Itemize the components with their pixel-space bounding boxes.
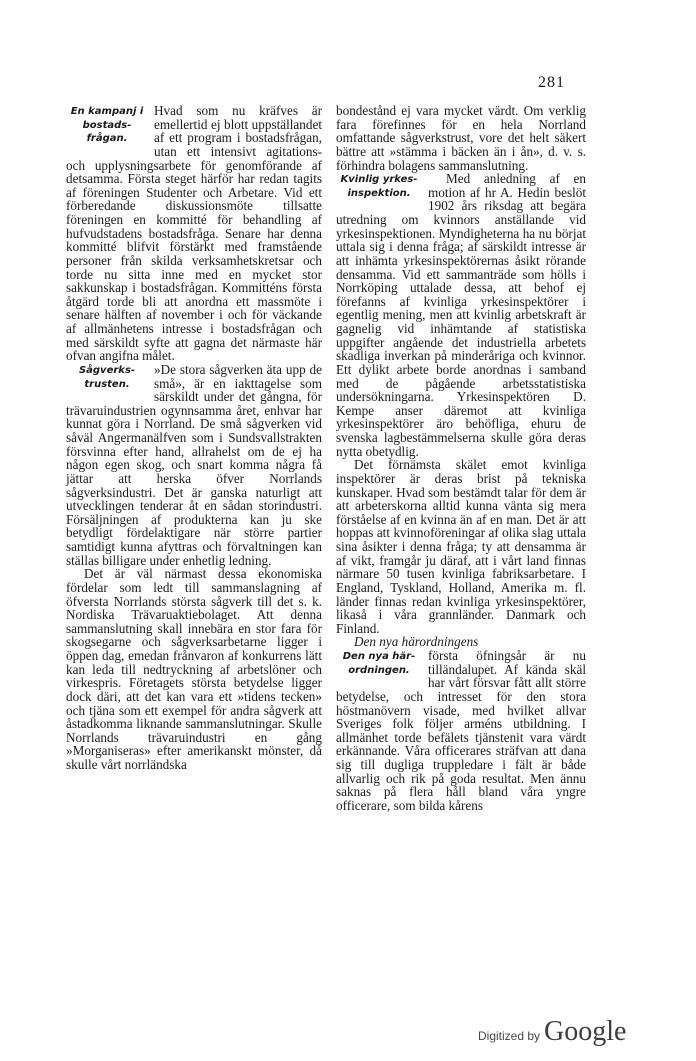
paragraph: Det förnämsta skälet emot kvinliga inspektörer är deras brist på tekniska kunskaper. Hvad som bestämdt talar för dem är att arbeterskorna alltid kunna vänta sig mera förståelse af en kvinna än af en man. Det är att hoppas att kvinnoföreningar af olika slag uttala sina åsikter i denna fråga; ty att densamma är af vikt, framgår ju däraf, att i vårt land finnas närmare 50 tusen kvinliga fabriksarbetare. I England, Tyskland, Holland, Amerika m. fl. länder finnas redan kvinliga yrkesinspektörer, likaså i våra grannländer. Danmark och Finland. xyxy=(336,457,586,636)
paragraph: Det är väl närmast dessa ekonomiska fördelar som ledt till sammanslagning af öfversta Norrlands största sågverk till det s. k. Nordiska Trävaruaktiebolaget. Att denna sammanslutning skall innebära en stor fara för skogsegarne och sågverksarbetarne ligger i öppen dag, emedan frånvaron af konkurrens lätt kan leda till nedtryckning af arbetslöner och virkespris. Företagets största betydelse ligger dock däri, att det kan vara ett »tidens tecken» och tjäna som ett exempel för andra sågverk att åstadkomma liknande sammanslutningar. Skulle Norrlands trävaruindustri en gång »Morganiseras» efter amerikanskt mönster, då skulle vårt norrländska xyxy=(66,566,322,772)
side-heading-bostadsfragan: En kampanj i bostads-frågan. xyxy=(70,106,144,145)
side-heading-harordningen: Den nya här-ordningen. xyxy=(342,651,416,676)
side-heading-sagverkstrusten: Sågverks-trusten. xyxy=(78,364,136,390)
right-column xyxy=(336,104,586,813)
paragraph: första öfningsår är nu tilländalupet. Af kända skäl har vårt försvar fått allt större betydelse, och intresset för den stora höstmanövern visade, med hvilket allvar Sveriges folk följer arméns utbildning. I allmänhet torde befälets tjänstenit vara värdt erkännande. Våra officerares sträfvan att dana sig till dugliga truppledare i fält är både allvarlig och rik på goda resultat. Men ännu saknas på flera håll bland våra yngre officerare, som bilda kårens xyxy=(336,648,586,813)
left-column xyxy=(66,104,322,772)
page-number: 281 xyxy=(538,74,565,91)
italic-heading: Den nya härordningens xyxy=(354,634,479,650)
paragraph: Hvad som nu kräfves är emellertid ej blott uppställandet af ett program i bostadsfrågan, utan ett intensivt agitations- och upplysningsarbete för genomförande af detsamma. Första steget härför har redan tagits af föreningen Studenter och Arbetare. Vid ett förberedande diskussionsmöte tillsatte föreningen en kommitté för behandling af hufvudstadens bostadsfråga. Senare har denna kommitté blifvit förstärkt med framstående personer från skilda verksamhetskretsar och torde nu sitta inne med en mycket stor sakkunskap i bostadsfrågan. Kommitténs första åtgärd torde bli att anordna ett massmöte i senare hälften af november i och för väckande af allmänhetens intresse i bostadsfrågan och med särskildt syfte att gagna det närmaste här ofvan angifna målet. xyxy=(66,103,322,364)
side-heading-kvinlig-yrkesinspektion: Kvinlig yrkes-inspektion. xyxy=(340,174,418,199)
paragraph: Med anledning af en motion af hr A. Hedin beslöt 1902 års riksdag att begära utredning om kvinnors anställande vid yrkesinspektionen. Myndigheterna ha nu börjat uttala sig i denna fråga; af särskildt intresse är att inhämta yrkesinspektörernas åsikt rörande densamma. Vid ett sammanträde som hölls i Norrköping uttalade dessa, att behof ej förefanns af kvinliga yrkesinspektörer i egentlig mening, men att kvinlig arbetskraft är gagnelig vid inhämtande af statistiska uppgifter angående det industriella arbetets skadliga inverkan på minderåriga och kvinnor. Ett dylikt arbete borde anordnas i samband med de pågående arbetsstatistiska undersökningarna. Yrkesinspektören D. Kempe anser däremot att kvinliga yrkesinspektörer äro behöfliga, ehuru de svenska lagbestämmelserna skulle göra deras nytta obetydlig. xyxy=(336,171,586,459)
paragraph: »De stora sågverken äta upp de små», är en iakttagelse som särskildt under det gångna, för trävaruindustrien ogynnsamma året, enhvar har kunnat göra i Norrland. De små sågverken vid såväl Angermanälfven som i Sundsvallstrakten försvinna efter hand, allrahelst om de ej ha någon egen skog, och snart komma några få jättar att herska öfver Norrlands sågverksindustri. Det är ganska naturligt att utvecklingen tenderar åt en sådan storindustri. Försäljningen af produkterna kan ju ske betydligt fördelaktigare när större partier samtidigt kunna afyttras och förvaltningen kan ställas billigare under enhetlig ledning. xyxy=(66,361,322,568)
digitized-label: Digitized by xyxy=(478,1029,541,1043)
digitized-by-google xyxy=(478,1016,626,1048)
google-logo: Google xyxy=(544,1016,627,1047)
paragraph: bondestånd ej vara mycket värdt. Om verklig fara förefinnes för en hela Norrland omfattande sågverkstrust, vore det helt säkert bättre att »stämma i bäcken än i ån», d. v. s. förhindra bolagens sammanslutning. xyxy=(336,103,586,173)
